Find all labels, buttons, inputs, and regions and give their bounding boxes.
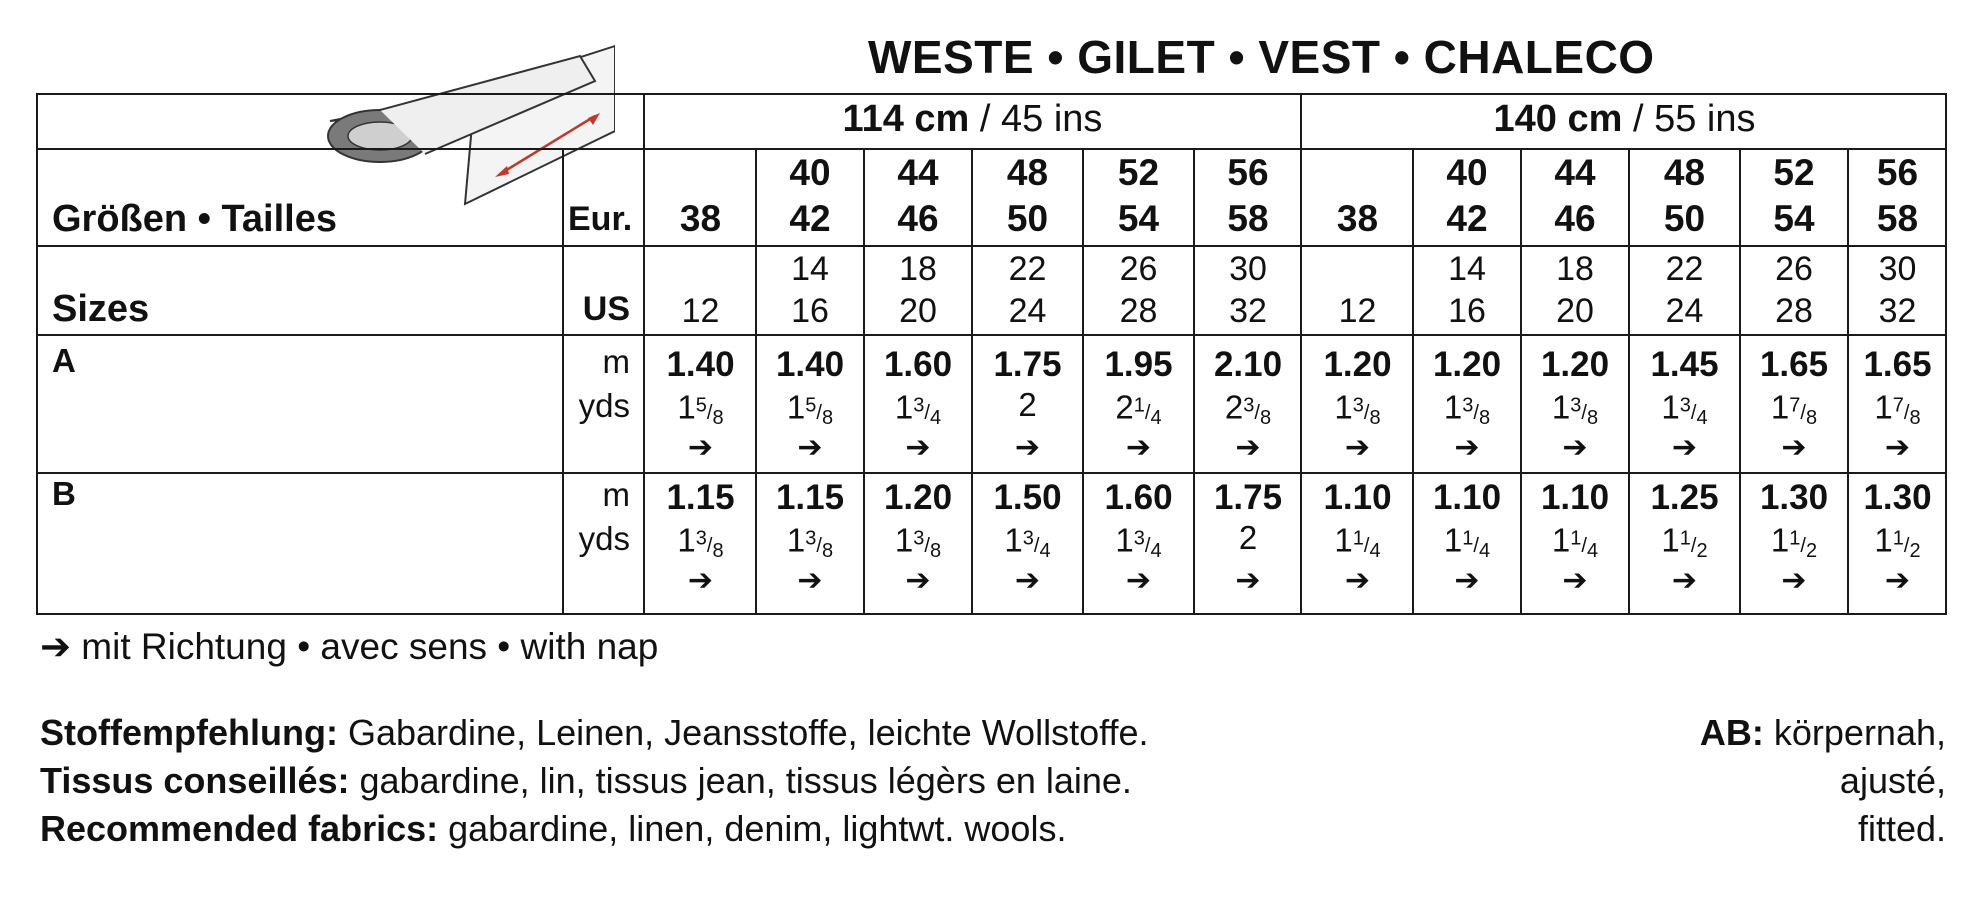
us-size-top: 14 xyxy=(791,250,829,288)
yards-value xyxy=(972,385,1083,425)
row-label: B xyxy=(52,475,76,512)
yards-fraction xyxy=(1022,527,1051,562)
unit-yds: yds xyxy=(578,387,630,424)
width-140-header xyxy=(1302,98,1947,141)
fraction-slash: / xyxy=(1363,534,1370,557)
yards-whole: 1 xyxy=(894,521,914,559)
yards-fraction xyxy=(1462,527,1491,562)
yards-fraction xyxy=(695,527,724,562)
yards-denominator: 8 xyxy=(929,539,942,562)
meters-value: 1.15 xyxy=(666,478,735,517)
nap-arrow-icon: ➔ xyxy=(687,564,714,597)
recommend-de-label: Stoffempfehlung: xyxy=(40,712,338,753)
meters-value: 1.60 xyxy=(1104,478,1173,517)
meters-value: 1.60 xyxy=(883,345,953,384)
fraction-slash: / xyxy=(706,401,713,424)
eur-size-top: 56 xyxy=(1876,152,1919,193)
nap-arrow-icon: ➔ xyxy=(1562,564,1588,597)
meters-value: 1.20 xyxy=(1323,345,1392,384)
yards-denominator: 4 xyxy=(1039,539,1051,562)
us-size-bottom: 32 xyxy=(1878,292,1917,330)
sizes-label: Sizes xyxy=(52,288,150,330)
nap-arrow-icon: ➔ xyxy=(1014,431,1041,464)
eur-size-top: 44 xyxy=(1554,152,1596,193)
rule-label-col xyxy=(562,148,564,615)
meters-value: 1.50 xyxy=(993,478,1062,517)
eur-size-bottom: 38 xyxy=(679,198,722,239)
yards-whole: 1 xyxy=(677,388,696,426)
yards-numerator: 1 xyxy=(1892,527,1904,549)
yards-whole: 2 xyxy=(1224,388,1244,426)
yards-fraction xyxy=(1679,527,1708,562)
recommend-fr-label: Tissus conseillés: xyxy=(40,760,350,801)
rule-eur xyxy=(36,245,1947,247)
nap-arrow-icon: ➔ xyxy=(1454,564,1480,597)
width-140-ins: 55 ins xyxy=(1654,98,1756,140)
yards-whole: 1 xyxy=(1661,388,1680,426)
nap-arrow-icon: ➔ xyxy=(1671,431,1698,464)
nap-arrow-icon: ➔ xyxy=(1125,431,1152,464)
yards-numerator: 3 xyxy=(1022,527,1034,549)
recommend-de-text: Gabardine, Leinen, Jeansstoffe, leichte Wollstoffe. xyxy=(337,712,1149,753)
yards-numerator: 3 xyxy=(1570,394,1582,416)
meters-value: 1.45 xyxy=(1650,345,1719,384)
eur-size-bottom: 50 xyxy=(1006,198,1049,239)
us-size-top: 26 xyxy=(1775,250,1813,288)
fraction-slash: / xyxy=(1254,401,1260,424)
unit-m: m xyxy=(602,343,630,380)
yards-whole: 1 xyxy=(786,388,806,426)
meters-value: 1.75 xyxy=(1213,478,1283,517)
meters-value: 1.25 xyxy=(1650,478,1719,517)
us-size-bottom: 20 xyxy=(899,292,937,330)
yards-whole: 1 xyxy=(1004,521,1023,559)
yards-whole: 2 xyxy=(1238,519,1258,556)
yards-fraction xyxy=(1789,527,1818,562)
meters-value: 1.30 xyxy=(1759,478,1829,517)
nap-arrow-icon: ➔ xyxy=(1014,564,1041,597)
us-size-bottom: 16 xyxy=(1448,292,1486,330)
yards-numerator: 1 xyxy=(1570,527,1582,549)
yards-fraction xyxy=(1679,394,1708,429)
fraction-slash: / xyxy=(1800,401,1806,424)
yards-denominator: 8 xyxy=(1259,406,1272,429)
yards-numerator: 3 xyxy=(913,394,925,416)
fit-de xyxy=(1700,712,1946,754)
yards-denominator: 8 xyxy=(1909,406,1921,429)
fraction-slash: / xyxy=(706,534,713,557)
width-140-sep: / xyxy=(1622,98,1655,140)
size-label: Größen • Tailles xyxy=(52,198,337,240)
eur-size-bottom: 46 xyxy=(897,198,939,239)
nap-arrow-icon: ➔ xyxy=(1235,564,1261,597)
meters-value: 1.20 xyxy=(883,478,953,517)
meters-value: 1.95 xyxy=(1104,345,1173,384)
rule-left-header xyxy=(36,148,645,150)
us-size-top: 22 xyxy=(1008,250,1047,288)
yards-fraction xyxy=(913,527,942,562)
nap-arrow-icon: ➔ xyxy=(1671,564,1698,597)
us-size-bottom: 24 xyxy=(1008,292,1047,330)
recommend-en-label: Recommended fabrics: xyxy=(40,808,439,849)
yards-denominator: 4 xyxy=(1696,406,1708,429)
meters-value: 1.40 xyxy=(666,345,735,384)
fraction-slash: / xyxy=(816,401,822,424)
fraction-slash: / xyxy=(924,401,930,424)
us-size-bottom: 24 xyxy=(1665,292,1704,330)
yards-numerator: 3 xyxy=(1352,394,1364,416)
yards-numerator: 1 xyxy=(1679,527,1691,549)
us-size-top: 18 xyxy=(899,250,937,288)
eur-size-bottom: 54 xyxy=(1773,198,1815,239)
rule-us xyxy=(36,334,1947,336)
nap-arrow-icon: ➔ xyxy=(1562,431,1588,464)
us-size-top: 14 xyxy=(1448,250,1486,288)
yards-numerator: 1 xyxy=(1789,527,1801,549)
yards-denominator: 8 xyxy=(712,539,724,562)
nap-arrow-icon: ➔ xyxy=(1781,564,1807,597)
yards-whole: 1 xyxy=(1770,388,1790,426)
eur-size-top: 40 xyxy=(789,152,831,193)
yards-denominator: 4 xyxy=(1150,539,1162,562)
yards-whole: 1 xyxy=(1874,388,1893,426)
yards-denominator: 8 xyxy=(821,406,834,429)
eur-size-bottom: 58 xyxy=(1876,198,1919,239)
yards-whole: 1 xyxy=(1443,388,1463,426)
yards-fraction xyxy=(1570,394,1599,429)
nap-legend: ➔ mit Richtung • avec sens • with nap xyxy=(40,626,659,667)
yards-denominator: 4 xyxy=(1369,539,1381,562)
fraction-slash: / xyxy=(1363,401,1370,424)
nap-arrow-icon: ➔ xyxy=(1781,431,1807,464)
us-label: US xyxy=(582,290,630,328)
recommend-fr-text: gabardine, lin, tissus jean, tissus légèrs en laine. xyxy=(349,760,1132,801)
meters-value: 1.20 xyxy=(1432,345,1502,384)
eur-size-bottom: 46 xyxy=(1554,198,1596,239)
fraction-slash: / xyxy=(1903,401,1910,424)
yards-denominator: 8 xyxy=(1478,406,1491,429)
yards-fraction xyxy=(1570,527,1599,562)
yards-numerator: 5 xyxy=(695,394,707,416)
fraction-slash: / xyxy=(1690,534,1697,557)
yards-whole: 1 xyxy=(1661,521,1680,559)
nap-arrow-icon: ➔ xyxy=(905,431,931,464)
yards-denominator: 8 xyxy=(712,406,724,429)
yards-numerator: 3 xyxy=(1679,394,1691,416)
fit-line-1: körpernah, xyxy=(1763,712,1946,753)
eur-size-top: 44 xyxy=(897,152,939,193)
fraction-slash: / xyxy=(924,534,930,557)
yards-whole: 1 xyxy=(894,388,914,426)
recommend-en xyxy=(40,808,1066,850)
eur-size-bottom: 38 xyxy=(1336,198,1379,239)
fraction-slash: / xyxy=(1581,401,1587,424)
yards-denominator: 2 xyxy=(1805,539,1818,562)
yards-fraction xyxy=(1352,527,1381,562)
yards-numerator: 3 xyxy=(695,527,707,549)
fraction-slash: / xyxy=(1144,534,1151,557)
yards-whole: 1 xyxy=(677,521,696,559)
yards-fraction xyxy=(695,394,724,429)
us-size-bottom: 12 xyxy=(1338,292,1377,330)
eur-size-bottom: 42 xyxy=(789,198,831,239)
yards-whole: 1 xyxy=(1770,521,1790,559)
yards-denominator: 2 xyxy=(1909,539,1921,562)
yards-numerator: 7 xyxy=(1789,394,1801,416)
eur-size-top: 56 xyxy=(1227,152,1269,193)
meters-value: 2.10 xyxy=(1213,345,1283,384)
width-114-sep: / xyxy=(969,98,1002,140)
meters-value: 1.30 xyxy=(1863,478,1932,517)
us-size-top: 26 xyxy=(1119,250,1158,288)
yards-fraction xyxy=(1133,394,1162,429)
eur-size-bottom: 42 xyxy=(1446,198,1488,239)
yards-numerator: 7 xyxy=(1892,394,1904,416)
yards-whole: 1 xyxy=(1334,388,1353,426)
yards-denominator: 4 xyxy=(1150,406,1162,429)
yards-fraction xyxy=(1243,394,1272,429)
eur-size-bottom: 50 xyxy=(1663,198,1706,239)
meters-value: 1.65 xyxy=(1759,345,1829,384)
fraction-slash: / xyxy=(1690,401,1697,424)
us-size-bottom: 16 xyxy=(791,292,829,330)
yards-fraction xyxy=(1892,394,1921,429)
yards-fraction xyxy=(1462,394,1491,429)
yards-numerator: 1 xyxy=(1133,394,1145,416)
yards-denominator: 4 xyxy=(1586,539,1599,562)
meters-value: 1.40 xyxy=(775,345,845,384)
row-label: A xyxy=(52,342,76,379)
eur-size-top: 40 xyxy=(1446,152,1488,193)
fraction-slash: / xyxy=(1033,534,1040,557)
fraction-slash: / xyxy=(1473,534,1479,557)
us-size-top: 30 xyxy=(1229,250,1267,288)
rule-row-a xyxy=(36,472,1947,474)
fraction-slash: / xyxy=(1144,401,1151,424)
eur-size-top: 52 xyxy=(1773,152,1815,193)
width-114-header xyxy=(645,98,1300,141)
meters-value: 1.10 xyxy=(1432,478,1502,517)
nap-arrow-icon: ➔ xyxy=(1884,431,1911,464)
us-size-bottom: 12 xyxy=(681,292,720,330)
nap-arrow-icon: ➔ xyxy=(1454,431,1480,464)
yards-fraction xyxy=(1133,527,1162,562)
yards-value xyxy=(1194,518,1302,558)
width-114-ins: 45 ins xyxy=(1001,98,1103,140)
fraction-slash: / xyxy=(816,534,822,557)
yards-denominator: 2 xyxy=(1696,539,1708,562)
yards-fraction xyxy=(805,394,834,429)
recommend-fr xyxy=(40,760,1132,802)
us-size-bottom: 28 xyxy=(1775,292,1813,330)
fit-label: AB: xyxy=(1699,712,1764,753)
eur-size-top: 52 xyxy=(1117,152,1160,193)
yards-denominator: 8 xyxy=(1805,406,1818,429)
fraction-slash: / xyxy=(1473,401,1479,424)
us-size-top: 30 xyxy=(1878,250,1917,288)
fit-fr: ajusté, xyxy=(1839,760,1946,801)
page-title: WESTE • GILET • VEST • CHALECO xyxy=(868,31,1655,83)
yards-numerator: 5 xyxy=(805,394,817,416)
eur-size-bottom: 58 xyxy=(1227,198,1269,239)
yards-numerator: 3 xyxy=(1243,394,1255,416)
us-size-bottom: 32 xyxy=(1229,292,1267,330)
yards-fraction xyxy=(913,394,942,429)
nap-arrow-icon: ➔ xyxy=(1344,431,1371,464)
yards-whole: 2 xyxy=(1018,386,1037,423)
unit-yds: yds xyxy=(578,520,630,557)
yards-whole: 1 xyxy=(1551,521,1571,559)
nap-arrow-icon: ➔ xyxy=(905,564,931,597)
nap-arrow-icon: ➔ xyxy=(687,431,714,464)
yards-whole: 1 xyxy=(786,521,806,559)
yards-denominator: 8 xyxy=(1586,406,1599,429)
yards-denominator: 4 xyxy=(1478,539,1491,562)
yards-numerator: 3 xyxy=(1133,527,1145,549)
yards-whole: 1 xyxy=(1334,521,1353,559)
yards-fraction xyxy=(1789,394,1818,429)
meters-value: 1.65 xyxy=(1863,345,1932,384)
nap-arrow-icon: ➔ xyxy=(1344,564,1371,597)
width-114-cm: 114 cm xyxy=(842,98,970,140)
us-size-top: 18 xyxy=(1556,250,1594,288)
eur-size-top: 48 xyxy=(1006,152,1049,193)
width-140-cm: 140 cm xyxy=(1493,98,1623,140)
meters-value: 1.10 xyxy=(1540,478,1610,517)
fraction-slash: / xyxy=(1800,534,1806,557)
yards-numerator: 1 xyxy=(1462,527,1474,549)
yards-numerator: 3 xyxy=(1462,394,1474,416)
fraction-slash: / xyxy=(1581,534,1587,557)
yards-denominator: 8 xyxy=(1369,406,1381,429)
yards-numerator: 3 xyxy=(913,527,925,549)
us-size-top: 22 xyxy=(1665,250,1704,288)
yards-numerator: 1 xyxy=(1352,527,1364,549)
yards-whole: 1 xyxy=(1115,521,1134,559)
yards-whole: 2 xyxy=(1115,388,1134,426)
recommend-en-text: gabardine, linen, denim, lightwt. wools. xyxy=(438,808,1067,849)
nap-arrow-icon: ➔ xyxy=(1125,564,1152,597)
yards-fraction xyxy=(805,527,834,562)
meters-value: 1.15 xyxy=(775,478,845,517)
meters-value: 1.10 xyxy=(1323,478,1392,517)
eur-size-top: 48 xyxy=(1663,152,1706,193)
yards-fraction xyxy=(1892,527,1921,562)
us-size-bottom: 28 xyxy=(1119,292,1158,330)
nap-arrow-icon: ➔ xyxy=(1884,564,1911,597)
nap-arrow-icon: ➔ xyxy=(797,564,823,597)
yards-whole: 1 xyxy=(1443,521,1463,559)
nap-arrow-icon: ➔ xyxy=(797,431,823,464)
fit-en: fitted. xyxy=(1857,808,1946,849)
yards-denominator: 4 xyxy=(929,406,942,429)
eur-size-bottom: 54 xyxy=(1117,198,1160,239)
yards-numerator: 3 xyxy=(805,527,817,549)
yards-denominator: 8 xyxy=(821,539,834,562)
nap-arrow-icon: ➔ xyxy=(1235,431,1261,464)
us-size-bottom: 20 xyxy=(1556,292,1594,330)
unit-m: m xyxy=(602,476,630,513)
meters-value: 1.20 xyxy=(1540,345,1610,384)
yards-whole: 1 xyxy=(1874,521,1893,559)
recommend-de xyxy=(40,712,1148,754)
eur-label: Eur. xyxy=(568,200,633,238)
yards-fraction xyxy=(1352,394,1381,429)
fraction-slash: / xyxy=(1903,534,1910,557)
yards-whole: 1 xyxy=(1551,388,1571,426)
meters-value: 1.75 xyxy=(993,345,1062,384)
